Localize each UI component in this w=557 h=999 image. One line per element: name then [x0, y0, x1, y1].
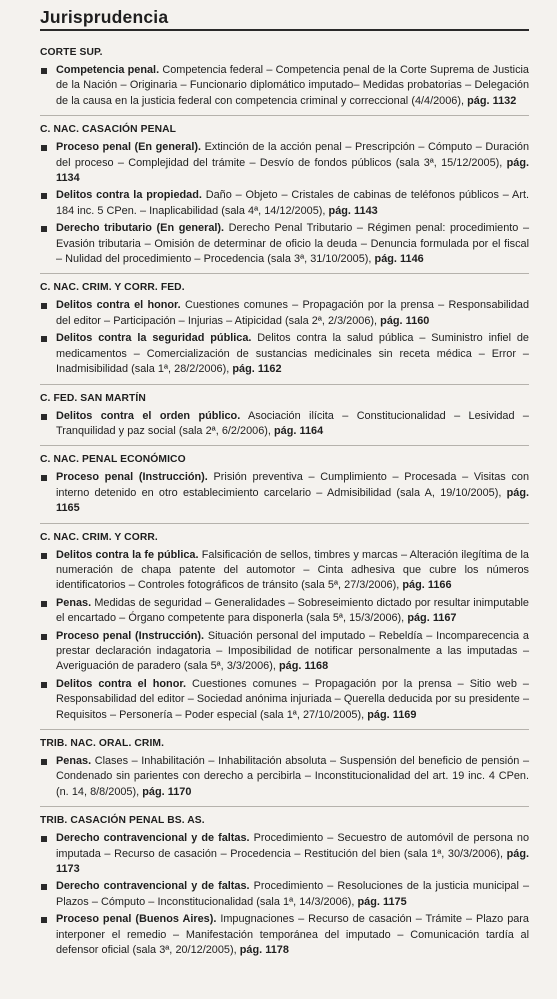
entry-summary: Cuestiones comunes – Propagación por la prensa – Sitio web – Responsabilidad del editor – Sociedad anónima injuriada – Querella deducida por su presidente – Requisitos – Personería – Poder especial (sala 1ª, 27/10/2005),	[56, 677, 529, 721]
case-entry	[40, 831, 529, 877]
entry-summary: Asociación ilícita – Constitucionalidad – Lesividad – Tranquilidad y paz social (sala 2ª, 6/2/2006),	[56, 409, 529, 437]
entry-summary: Falsificación de sellos, timbres y marcas – Alteración ilegítima de la numeración de chapa patente del automotor – Cinta adhesiva que cubre los números identificatorios – Controles fotográficos de tránsito (sala 5ª, 27/3/2006),	[56, 548, 529, 592]
entry-text	[56, 188, 529, 219]
case-entry	[40, 879, 529, 910]
entry-topic: Delitos contra el honor.	[56, 677, 187, 690]
court-heading: C. NAC. PENAL ECONÓMICO	[40, 454, 186, 466]
square-bullet-icon	[41, 553, 47, 559]
entry-topic: Delitos contra la seguridad pública.	[56, 332, 252, 345]
square-bullet-icon	[41, 226, 47, 232]
case-entry	[40, 221, 529, 267]
page-reference: pág. 1169	[367, 708, 417, 721]
square-bullet-icon	[41, 303, 47, 309]
page-reference: pág. 1165	[56, 486, 529, 515]
square-bullet-icon	[41, 193, 47, 199]
entry-topic: Competencia penal.	[56, 64, 160, 76]
court-heading: CORTE SUP.	[40, 47, 103, 58]
court-section	[40, 384, 529, 440]
entry-text	[56, 831, 529, 877]
entry-text	[56, 140, 529, 186]
page-reference: pág. 1170	[142, 785, 192, 798]
entry-topic: Delitos contra el honor.	[56, 299, 181, 312]
entry-text	[56, 63, 529, 109]
entry-text	[56, 912, 529, 958]
entry-topic: Penas.	[56, 755, 92, 767]
page-reference: pág. 1160	[380, 314, 430, 327]
case-entry	[40, 912, 529, 958]
court-heading: TRIB. CASACIÓN PENAL BS. AS.	[40, 815, 205, 827]
page-reference: pág. 1164	[274, 424, 324, 437]
case-entry	[40, 596, 529, 627]
case-entry	[40, 331, 529, 377]
case-entry	[40, 409, 529, 440]
entry-topic: Derecho contravencional y de faltas.	[56, 880, 250, 893]
page-title: Jurisprudencia	[40, 7, 169, 27]
square-bullet-icon	[41, 145, 47, 151]
entry-summary: Daño – Objeto – Cristales de cabinas de teléfonos públicos – Art. 184 inc. 5 CPen. – Inaplicabilidad (sala 4ª, 14/12/2005),	[56, 189, 529, 217]
entry-summary: Cuestiones comunes – Propagación por la prensa – Responsabilidad del editor – Participación – Injurias – Atipicidad (sala 2ª, 2/3/2006),	[56, 299, 529, 327]
entry-topic: Derecho contravencional y de faltas.	[56, 832, 250, 845]
case-entry	[40, 63, 529, 109]
court-heading: C. NAC. CASACIÓN PENAL	[40, 124, 177, 136]
entry-topic: Proceso penal (Instrucción).	[56, 629, 205, 642]
case-entry	[40, 629, 529, 675]
court-heading: C. FED. SAN MARTÍN	[40, 392, 146, 404]
case-entry	[40, 548, 529, 594]
case-entry	[40, 188, 529, 219]
square-bullet-icon	[41, 601, 47, 607]
page-reference: pág. 1146	[374, 253, 424, 266]
case-entry	[40, 298, 529, 329]
entry-topic: Proceso penal (En general).	[56, 141, 202, 154]
page-reference: pág. 1168	[279, 660, 329, 673]
square-bullet-icon	[41, 634, 47, 640]
court-section	[40, 806, 529, 958]
entry-topic: Delitos contra la fe pública.	[56, 548, 199, 561]
sections-container	[40, 45, 529, 958]
entry-topic: Derecho tributario (En general).	[56, 222, 225, 235]
entry-summary: Prisión preventiva – Cumplimiento – Procesada – Visitas con interno detenido en otro establecimiento carcelario – Admisibilidad (sala A, 19/10/2005),	[56, 471, 530, 499]
entry-topic: Delitos contra la propiedad.	[56, 189, 202, 202]
entry-topic: Proceso penal (Buenos Aires).	[56, 913, 217, 926]
square-bullet-icon	[41, 884, 47, 890]
court-section	[40, 445, 529, 516]
page-reference: pág. 1162	[232, 363, 282, 376]
entry-summary: Medidas de seguridad – Generalidades – Sobreseimiento dictado por resultar inimputable el encartado – Órgano competente para disponerla (sala 5ª, 15/3/2006),	[56, 596, 529, 625]
square-bullet-icon	[41, 759, 47, 765]
square-bullet-icon	[41, 475, 47, 481]
entry-text	[56, 629, 529, 675]
page-reference: pág. 1175	[357, 895, 407, 908]
entry-summary: Clases – Inhabilitación – Inhabilitación absoluta – Suspensión del beneficio de pensión – Condenado sin parientes con derecho a percibirla – Inconstitucionalidad del art. 19 inc. 4 CPen. (n. 14, 8/8/2005),	[56, 755, 529, 798]
entry-summary: Procedimiento – Secuestro de automóvil de persona no imputada – Recurso de casación – Procedencia – Restitución del bien (sala 1ª, 30/3/2006),	[56, 832, 529, 860]
square-bullet-icon	[41, 917, 47, 923]
entry-summary: Competencia federal – Competencia penal de la Corte Suprema de Justicia de la Nación – Originaria – Funcionario diplomático imputado– Medidas probatorias – Delegación de la causa en la justicia federal con competencia criminal y correccional (4/4/2006),	[56, 64, 529, 107]
case-entry	[40, 470, 529, 516]
entry-text	[56, 298, 529, 329]
court-section	[40, 115, 529, 267]
square-bullet-icon	[41, 68, 47, 74]
entry-text	[56, 677, 529, 723]
case-entry	[40, 754, 529, 800]
page-reference: pág. 1134	[56, 156, 529, 185]
court-section	[40, 273, 529, 377]
entry-text	[56, 548, 529, 594]
square-bullet-icon	[41, 336, 47, 342]
entry-text	[56, 879, 529, 910]
entry-text	[56, 331, 529, 377]
case-entry	[40, 677, 529, 723]
entry-text	[56, 470, 529, 516]
case-entry	[40, 140, 529, 186]
entry-text	[56, 221, 529, 267]
court-section	[40, 523, 529, 723]
entry-summary: Procedimiento – Resoluciones de la justicia municipal – Plazos – Cómputo – Inconstitucionalidad (sala 1ª, 14/3/2006),	[56, 880, 529, 908]
court-section	[40, 45, 529, 109]
page-reference: pág. 1166	[402, 579, 452, 592]
entry-text	[56, 596, 529, 627]
entry-summary: Extinción de la acción penal – Prescripción – Cómputo – Duración del proceso – Complejidad del trámite – Desvío de fondos públicos (sala 3ª, 15/12/2005),	[56, 141, 530, 169]
entry-text	[56, 409, 529, 440]
court-heading: C. NAC. CRIM. Y CORR. FED.	[40, 282, 185, 294]
page-reference: pág. 1167	[407, 612, 457, 625]
square-bullet-icon	[41, 836, 47, 842]
page-reference: pág. 1173	[56, 847, 529, 876]
court-section	[40, 729, 529, 800]
square-bullet-icon	[41, 414, 47, 420]
entry-text	[56, 754, 529, 800]
entry-topic: Proceso penal (Instrucción).	[56, 471, 208, 484]
court-heading: C. NAC. CRIM. Y CORR.	[40, 531, 158, 543]
entry-summary: Delitos contra la salud pública – Suministro infiel de medicamentos – Comercialización de sustancias medicinales sin receta médica – Error – Inadmisibilidad (sala 1ª, 28/2/2006),	[56, 332, 529, 376]
entry-summary: Derecho Penal Tributario – Régimen penal: procedimiento – Evasión tributaria – Omisión de determinar de oficio la deuda – Denuncia formulada por el fiscal – Nulidad del procedimiento – Procedencia (sala 3ª, 31/10/2005),	[56, 222, 530, 266]
entry-summary: Situación personal del imputado – Rebeldía – Incomparecencia a prestar declaración indagatoria – Imposibilidad de notificar personalmente a las imputadas – Averiguación de paradero (sala 5ª, 3/3/2006),	[56, 629, 529, 673]
title-rule	[40, 29, 529, 31]
entry-topic: Delitos contra el orden público.	[56, 409, 241, 422]
entry-topic: Penas.	[56, 596, 92, 609]
court-heading: TRIB. NAC. ORAL. CRIM.	[40, 738, 165, 749]
entry-summary: Impugnaciones – Recurso de casación – Trámite – Plazo para interponer el remedio – Manifestación temporánea del imputado – Comunicación tardía al defensor oficial (sala 3ª, 20/12/2005),	[56, 913, 529, 957]
page-reference: pág. 1132	[467, 94, 517, 107]
page-reference: pág. 1143	[328, 204, 378, 217]
page-reference: pág. 1178	[239, 944, 289, 957]
square-bullet-icon	[41, 682, 47, 688]
